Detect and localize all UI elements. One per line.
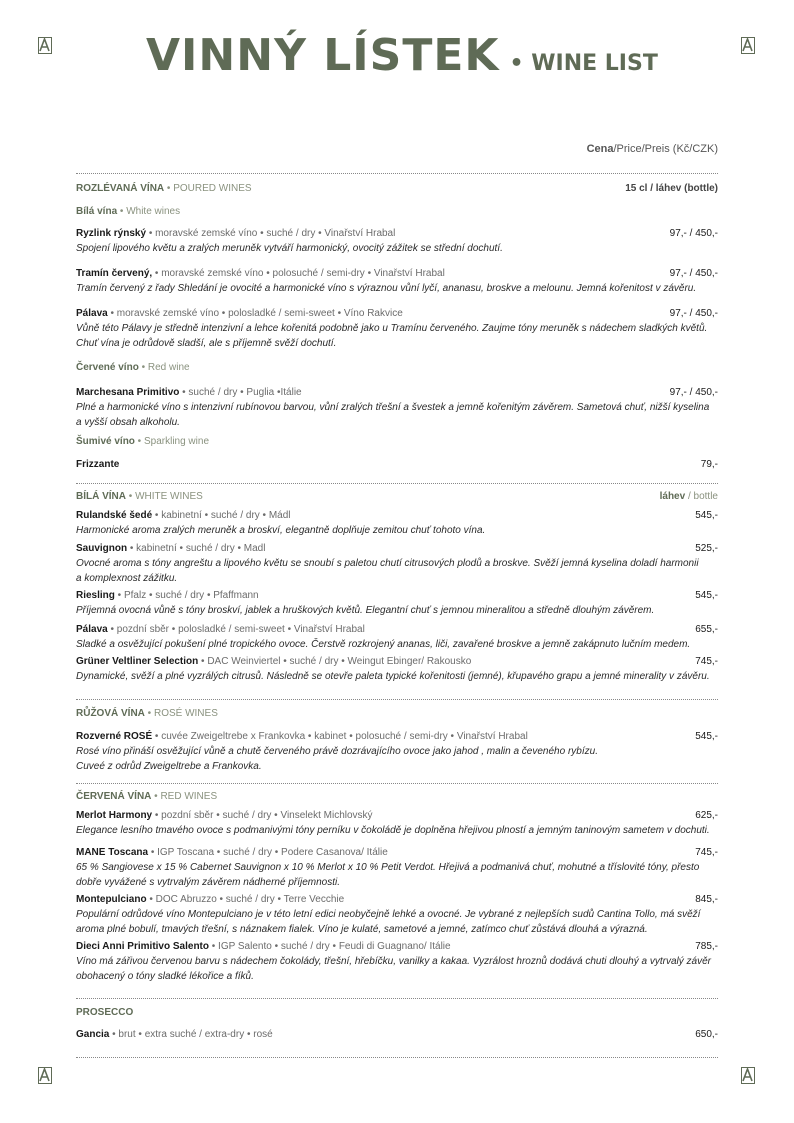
section-header [76,789,718,804]
wine-name: Grüner Veltliner Selection [76,656,199,667]
section-header [76,181,718,196]
wine-line [76,226,718,241]
wine-item [76,622,718,652]
wine-name: Sauvignon [76,543,128,554]
section-title: BÍLÁ VÍNA [76,491,126,502]
wine-item [76,729,718,774]
wine-name: Ryzlink rýnský [76,228,147,239]
wine-details: • moravské zemské víno • polosladké / semi-sweet • Víno Rakvice [107,308,403,319]
wine-details: • kabinetní • suché / dry • Mádl [152,510,291,521]
wine-description: 65 % Sangiovese x 15 % Cabernet Sauvignon x 10 % Merlot x 10 % Petit Verdot. Hřejivá a podmanivá chuť, mohutné a tříslovité tóny, přesto [76,862,700,873]
wine-price: 785,- [695,941,718,952]
wine-name: Dieci Anni Primitivo Salento [76,941,209,952]
wine-line [76,306,718,321]
group-label [76,434,718,449]
wine-item [76,266,718,296]
wine-line [76,588,718,603]
wine-details: • IGP Toscana • suché / dry • Podere Casanova/ Itálie [148,847,388,858]
wine-line [76,729,718,744]
price-header-rest: /Price/Preis (Kč/CZK) [613,143,718,155]
wine-name: Montepulciano [76,894,147,905]
section-separator: • [151,791,161,802]
wine-name: Pálava [76,624,108,635]
group-subtitle: Sparkling wine [143,436,210,447]
wine-description: Příjemná ovocná vůně s tóny broskví, jablek a hruškových květů. Elegantní chuť s jemnou mineralitou a středně dlouhým závěrem. [76,605,655,616]
logo-icon [38,1067,52,1084]
wine-description: Ovocné aroma s tóny angreštu a lipového květu se snoubí s paletou chutí citrusových plodů a broskve. Svěží jemná kyselina doladí harmonii [76,558,699,569]
unit-bold: 15 cl / láhev (bottle) [625,183,718,194]
wine-details: • pozdní sběr • suché / dry • Vinselekt Michlovský [152,810,373,821]
wine-price: 97,- / 450,- [669,387,718,398]
wine-price: 525,- [695,543,718,554]
wine-item [76,654,718,684]
wine-price: 625,- [695,810,718,821]
group-separator: • [117,206,127,217]
wine-details: • kabinetní • suché / dry • Madl [127,543,266,554]
section-separator: • [144,708,154,719]
wine-line [76,385,718,400]
wine-name: Marchesana Primitivo [76,387,180,398]
wine-name: Riesling [76,590,115,601]
wine-price: 650,- [695,1029,718,1040]
wine-details: • suché / dry • Puglia •Itálie [179,387,302,398]
wine-name: Pálava [76,308,108,319]
wine-line [76,457,718,472]
wine-description: Víno má zářivou červenou barvu s nádechem čokolády, třešní, hřebíčku, vanilky a kakaa. Vyzrálost hroznů dodává chuti dlouhý a vytrvalý závěr [76,956,711,967]
wine-description: Elegance lesního tmavého ovoce s podmanivými tóny perníku v čokoládě je doplněna hřejivou plností a jemným taninovým sametem v dochuti. [76,825,710,836]
wine-details: • Pfalz • suché / dry • Pfaffmann [114,590,259,601]
wine-description: aroma plné bobulí, tmavých třešní, s náznakem fialek. Víno je kulaté, sametové a jemné, zatímco chuť zůstává dlouhá a výrazná. [76,924,648,935]
wine-name: Frizzante [76,459,120,470]
section-header [76,706,718,721]
title-main: VINNÝ LÍSTEK [146,30,500,81]
group-label [76,204,718,219]
wine-description: Populární odrůdové víno Montepulciano je v této letní edici neobyčejně lehké a ovocné. Je vybrané z nejlepších sudů Cantina Tollo, má svěží [76,909,701,920]
section-subtitle: POURED WINES [173,183,252,194]
wine-price: 845,- [695,894,718,905]
wine-line [76,845,718,860]
wine-description: Cuveé z odrůd Zweigeltrebe a Frankovka. [76,761,262,772]
wine-line [76,892,718,907]
wine-price: 79,- [700,459,718,470]
page-title [146,30,658,81]
wine-details: • moravské zemské víno • suché / dry • Vinařství Hrabal [146,228,396,239]
title-sub: • WINE LIST [509,51,658,76]
section-subtitle: RED WINES [160,791,218,802]
wine-description: Vůně této Pálavy je středně intenzivní a lehce kořenitá podobně jako u Tramínu červeného. Zaujme tóny meruněk s nádechem sladkých květů. [76,323,708,334]
wine-price: 745,- [695,847,718,858]
wine-description: Sladké a osvěžující pokušení plné tropického ovoce. Čerstvě rozkrojený ananas, liči, zavařené broskve a jemně zakápnuto lučním medem. [76,639,691,650]
wine-name: Merlot Harmony [76,810,153,821]
logo-icon [38,37,52,54]
wine-name: Rozverné ROSÉ [76,731,153,742]
wine-description: a vyšší obsah alkoholu. [76,417,180,428]
wine-line [76,654,718,669]
wine-details: • DAC Weinviertel • suché / dry • Weingut Ebinger/ Rakousko [198,656,472,667]
wine-name: Rulandské šedé [76,510,153,521]
wine-line [76,622,718,637]
wine-details: • cuvée Zweigeltrebe x Frankovka • kabinet • polosuché / semi-dry • Vinařství Hrabal [152,731,528,742]
dotted-divider [76,483,718,484]
unit-label [625,181,718,196]
section-separator: • [126,491,136,502]
wine-item [76,939,718,984]
wine-description: obohacený o tóny sladké lékořice a fíků. [76,971,254,982]
group-subtitle: Red wine [147,362,190,373]
group-title: Červené víno [76,362,139,373]
wine-item [76,226,718,256]
dotted-divider [76,998,718,999]
section-subtitle: WHITE WINES [135,491,203,502]
wine-line [76,508,718,523]
wine-item [76,892,718,937]
wine-item [76,1027,718,1042]
group-separator: • [138,362,148,373]
group-label [76,360,718,375]
wine-name: MANE Toscana [76,847,149,858]
dotted-divider [76,173,718,174]
wine-item [76,306,718,351]
wine-name: Tramín červený, [76,268,153,279]
section-title: PROSECCO [76,1007,134,1018]
wine-line [76,939,718,954]
wine-description: Spojení lipového květu a zralých meruněk vytváří harmonický, ovocitý zážitek se střední dochutí. [76,243,503,254]
wine-details: • brut • extra suché / extra-dry • rosé [109,1029,273,1040]
wine-details: • pozdní sběr • polosladké / semi-sweet • Vinařství Hrabal [107,624,365,635]
section-header [76,489,718,504]
section-title: RŮŽOVÁ VÍNA [76,708,145,719]
wine-description: dobře vyvážené s vytrvalým závěrem nádherné příjemnosti. [76,877,341,888]
section-separator: • [164,183,174,194]
group-title: Šumivé víno [76,436,135,447]
wine-description: Plné a harmonické víno s intenzivní rubínovou barvou, vůní zralých třešní a švestek a jemně kořenitým závěrem. Sametová chuť, nižší kyselina [76,402,710,413]
wine-line [76,808,718,823]
wine-item [76,808,718,838]
wine-details: • moravské zemské víno • polosuché / semi-dry • Vinařství Hrabal [152,268,445,279]
section-title: ROZLÉVANÁ VÍNA [76,183,165,194]
wine-price: 97,- / 450,- [669,268,718,279]
wine-description: Dynamické, svěží a plné vyzrálých citrusů. Následně se otevře paleta typické kořenitosti (jemné), křupavého grapu a jemné minerality v závěru. [76,671,710,682]
price-header [76,142,718,157]
wine-item [76,385,718,430]
wine-line [76,1027,718,1042]
wine-description: Rosé víno přináší osvěžující vůně a chutě červeného právě dozrávajícího ovoce jako jahod , malin a čeveného rybízu. [76,746,598,757]
wine-details: • IGP Salento • suché / dry • Feudi di Guagnano/ Itálie [209,941,451,952]
wine-line [76,541,718,556]
wine-description: Chuť vína je odrůdově sladší, ale s příjemně svěží dochutí. [76,338,337,349]
dotted-divider [76,1057,718,1058]
price-header-bold: Cena [586,143,614,155]
wine-price: 545,- [695,590,718,601]
section-title: ČERVENÁ VÍNA [76,791,152,802]
wine-price: 745,- [695,656,718,667]
unit-label [660,489,718,504]
wine-item [76,457,718,472]
wine-item [76,845,718,890]
logo-icon [741,37,755,54]
wine-item [76,588,718,618]
logo-icon [741,1067,755,1084]
wine-description: Tramín červený z řady Shledání je ovocité a harmonické víno s výraznou vůní lyčí, ananasu, broskve a melounu. Jemná kořenitost v závěru. [76,283,697,294]
unit-bold: láhev [659,491,686,502]
group-subtitle: White wines [126,206,181,217]
section-subtitle: ROSÉ WINES [153,708,218,719]
dotted-divider [76,699,718,700]
unit-rest: / bottle [685,491,718,502]
wine-price: 97,- / 450,- [669,308,718,319]
wine-name: Gancia [76,1029,110,1040]
wine-line [76,266,718,281]
wine-price: 545,- [695,731,718,742]
wine-price: 545,- [695,510,718,521]
wine-item [76,508,718,538]
group-title: Bílá vína [76,206,118,217]
wine-description: a komplexnost zážitku. [76,573,178,584]
group-separator: • [134,436,144,447]
section-header [76,1005,718,1020]
wine-description: Harmonické aroma zralých meruněk a broskví, elegantně doplňuje zemitou chuť tohoto vína. [76,525,486,536]
wine-price: 655,- [695,624,718,635]
wine-details: • DOC Abruzzo • suché / dry • Terre Vecchie [146,894,345,905]
wine-price: 97,- / 450,- [669,228,718,239]
wine-item [76,541,718,586]
dotted-divider [76,783,718,784]
